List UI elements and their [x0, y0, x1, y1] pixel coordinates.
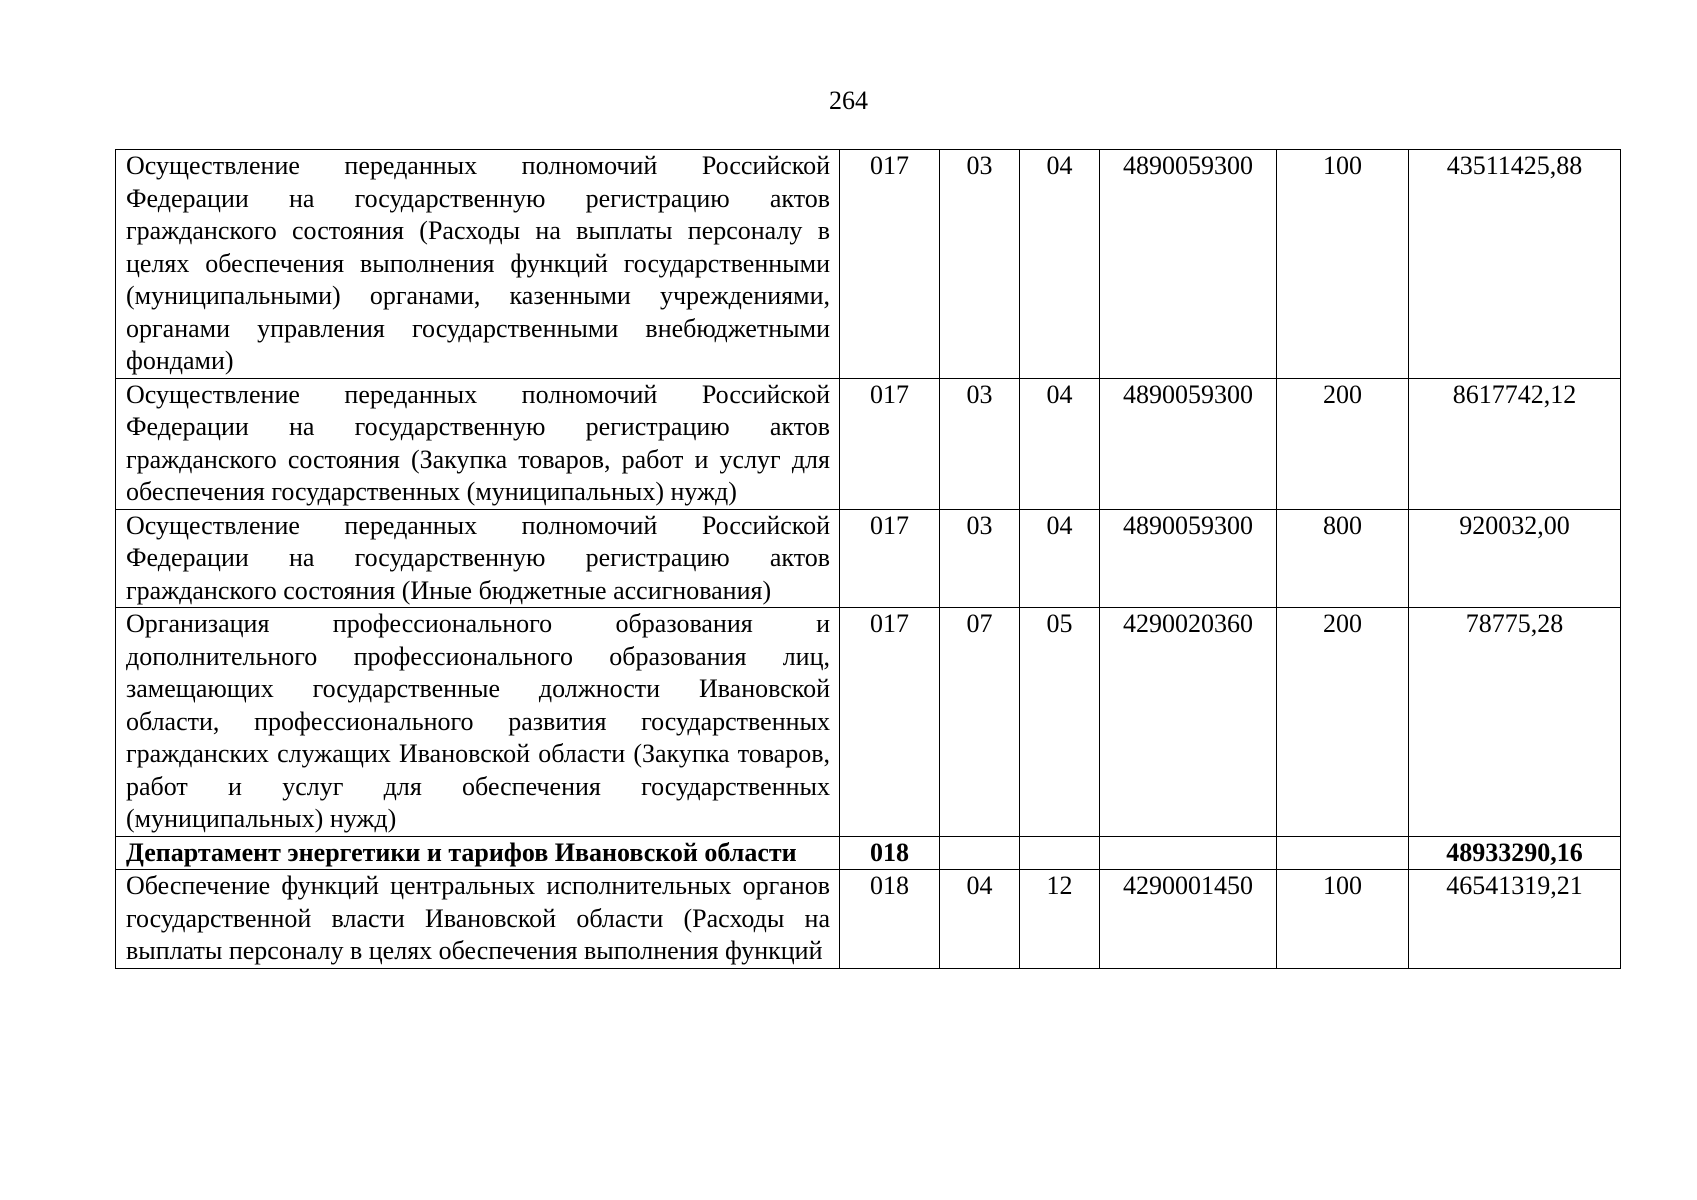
section-code: 03	[940, 509, 1020, 608]
row-description: Департамент энергетики и тарифов Ивановской области	[116, 836, 840, 870]
ministry-code: 018	[840, 836, 940, 870]
amount: 43511425,88	[1409, 150, 1621, 379]
section-code	[940, 836, 1020, 870]
row-description: Осуществление переданных полномочий Российской Федерации на государственную регистрацию актов гражданского состояния (Расходы на выплаты персоналу в целях обеспечения выполнения функций государственными (муниципальными) органами, казенными учреждениями, органами управления государственными внебюджетными фондами)	[116, 150, 840, 379]
expense-type-code: 800	[1277, 509, 1409, 608]
row-description: Осуществление переданных полномочий Российской Федерации на государственную регистрацию актов гражданского состояния (Закупка товаров, работ и услуг для обеспечения государственных (муниципальных) нужд)	[116, 378, 840, 509]
section-code: 03	[940, 378, 1020, 509]
target-article-code: 4290020360	[1100, 608, 1277, 837]
subsection-code: 04	[1020, 150, 1100, 379]
target-article-code: 4890059300	[1100, 378, 1277, 509]
ministry-code: 018	[840, 870, 940, 969]
amount: 48933290,16	[1409, 836, 1621, 870]
table-row	[116, 509, 1621, 608]
section-code: 07	[940, 608, 1020, 837]
table-row	[116, 150, 1621, 379]
budget-table	[115, 149, 1621, 969]
subsection-code: 04	[1020, 509, 1100, 608]
target-article-code: 4890059300	[1100, 150, 1277, 379]
ministry-code: 017	[840, 378, 940, 509]
department-header-row	[116, 836, 1621, 870]
expense-type-code: 200	[1277, 608, 1409, 837]
ministry-code: 017	[840, 509, 940, 608]
row-description: Организация профессионального образования и дополнительного профессионального образования лиц, замещающих государственные должности Ивановской области, профессионального развития государственных гражданских служащих Ивановской области (Закупка товаров, работ и услуг для обеспечения государственных (муниципальных) нужд)	[116, 608, 840, 837]
subsection-code: 12	[1020, 870, 1100, 969]
ministry-code: 017	[840, 150, 940, 379]
subsection-code	[1020, 836, 1100, 870]
target-article-code: 4890059300	[1100, 509, 1277, 608]
ministry-code: 017	[840, 608, 940, 837]
table-row	[116, 378, 1621, 509]
amount: 8617742,12	[1409, 378, 1621, 509]
expense-type-code	[1277, 836, 1409, 870]
table-row	[116, 608, 1621, 837]
amount: 46541319,21	[1409, 870, 1621, 969]
target-article-code: 4290001450	[1100, 870, 1277, 969]
amount: 920032,00	[1409, 509, 1621, 608]
section-code: 04	[940, 870, 1020, 969]
expense-type-code: 100	[1277, 870, 1409, 969]
expense-type-code: 200	[1277, 378, 1409, 509]
row-description: Обеспечение функций центральных исполнительных органов государственной власти Ивановской области (Расходы на выплаты персоналу в целях обеспечения выполнения функций	[116, 870, 840, 969]
table-row	[116, 870, 1621, 969]
target-article-code	[1100, 836, 1277, 870]
page-number: 264	[829, 86, 868, 115]
expense-type-code: 100	[1277, 150, 1409, 379]
amount: 78775,28	[1409, 608, 1621, 837]
section-code: 03	[940, 150, 1020, 379]
subsection-code: 04	[1020, 378, 1100, 509]
subsection-code: 05	[1020, 608, 1100, 837]
row-description: Осуществление переданных полномочий Российской Федерации на государственную регистрацию актов гражданского состояния (Иные бюджетные ассигнования)	[116, 509, 840, 608]
